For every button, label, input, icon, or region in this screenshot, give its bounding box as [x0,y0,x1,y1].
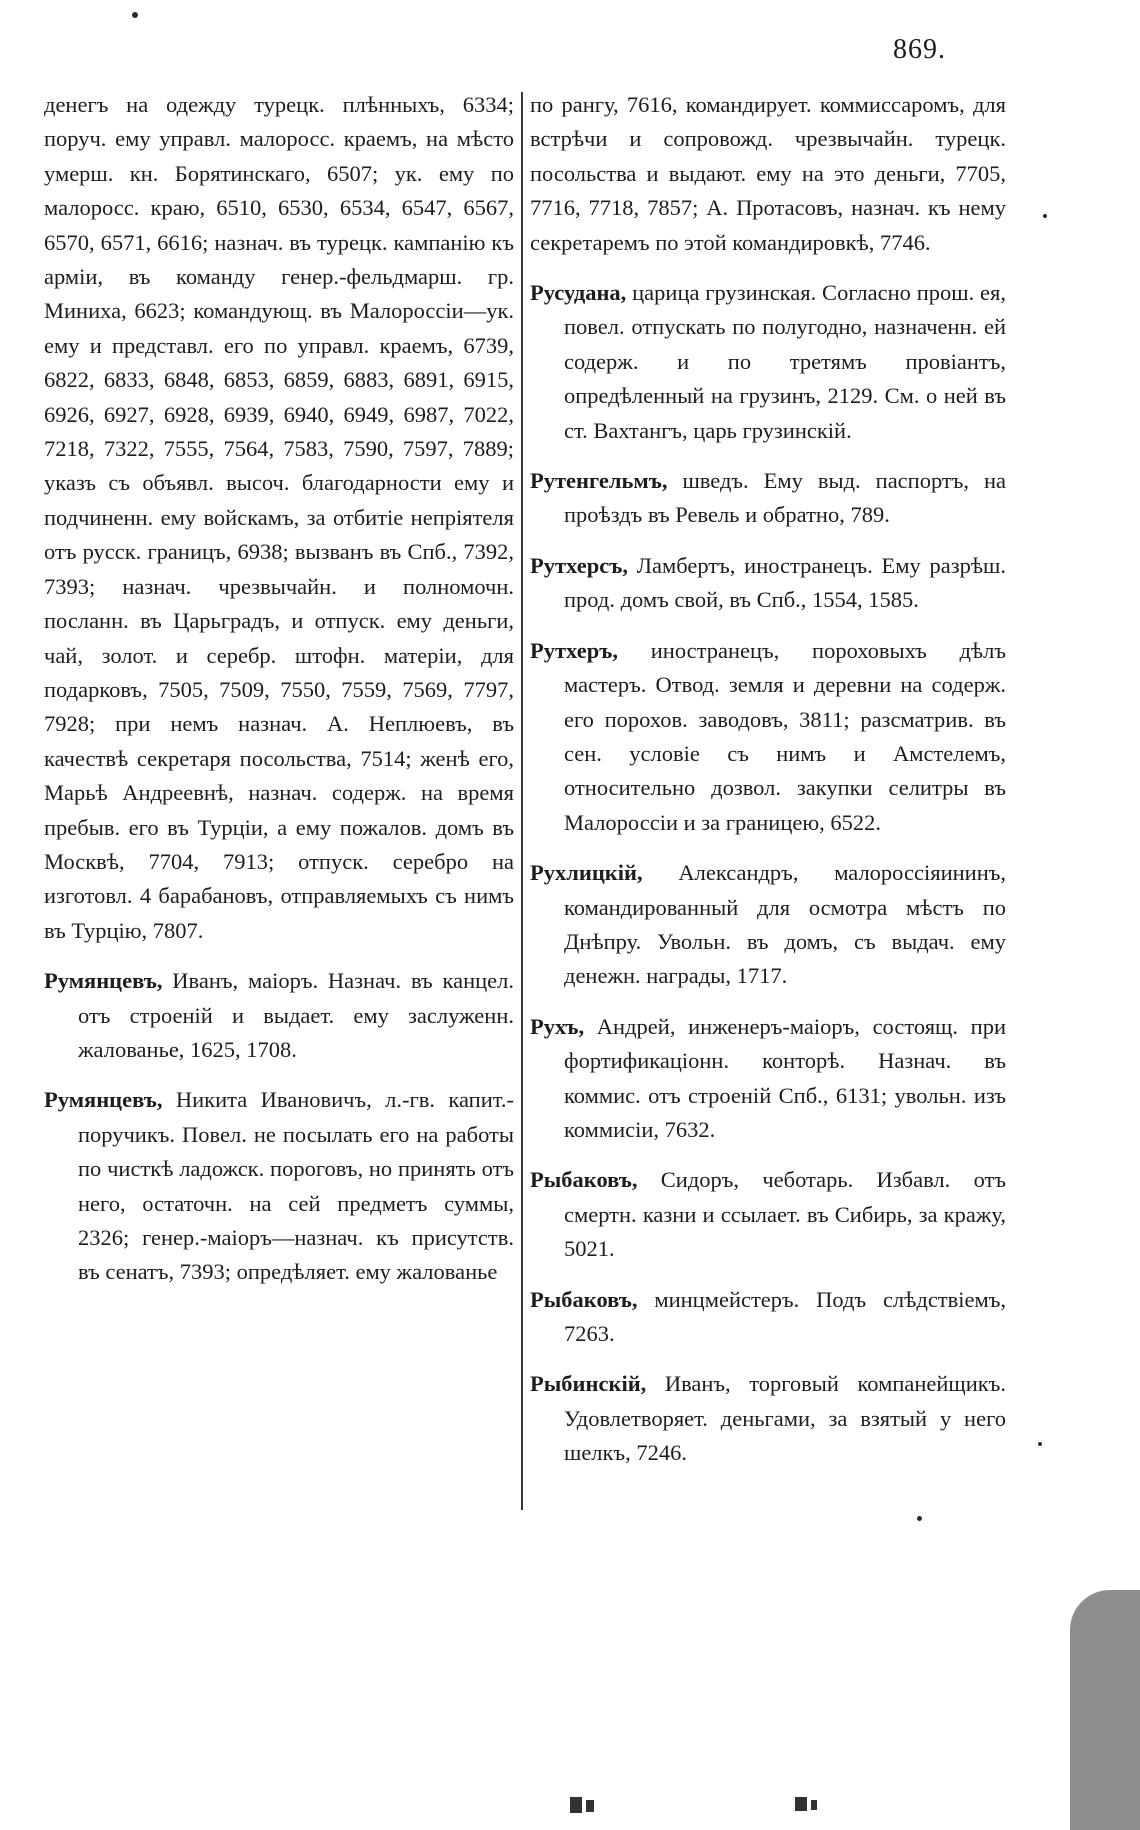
entry-text: Ламбертъ, иностранецъ. Ему разрѣш. прод. домъ свой, въ Спб., 1554, 1585. [564,552,1006,613]
entry-heading: Рутенгельмъ, [530,468,668,494]
index-entry [530,856,1006,994]
entry-heading: Румянцевъ, [44,968,163,994]
index-entry [530,549,1006,618]
left-column [44,88,514,1306]
entry-text: царица грузинская. Согласно прош. ея, повел. отпускать по полугодно, назначенн. ей содерж. и по третямъ провіантъ, опредѣленный на грузинъ, 2129. См. о ней въ ст. Вахтангъ, царь грузинскій. [564,280,1006,443]
entry-heading: Рыбинскій, [530,1371,647,1397]
entry-text: Сидоръ, чеботарь. Избавл. отъ смертн. казни и ссылает. въ Сибирь, за кражу, 5021. [564,1167,1006,1262]
entry-heading: Русудана, [530,280,627,306]
index-entry [530,1367,1006,1470]
right-column [530,88,1006,1487]
scan-binding-mark [795,1797,807,1811]
scan-binding-mark [570,1797,582,1813]
index-entry [530,276,1006,448]
page-number: 869. [893,34,946,65]
entry-text: Иванъ, торговый компанейщикъ. Удовлетворяет. деньгами, за взятый у него шелкъ, 7246. [564,1371,1006,1466]
index-entry [44,964,514,1067]
scan-corner-shadow [1070,1590,1140,1830]
entry-heading: Рутхеръ, [530,637,618,663]
entry-text: шведъ. Ему выд. паспортъ, на проѣздъ въ Ревель и обратно, 789. [564,468,1006,528]
column-divider [521,92,523,1510]
entry-heading: Рутхерсъ, [530,552,628,578]
scan-binding-mark [811,1800,817,1810]
scan-binding-mark [586,1800,594,1812]
index-entry [530,1283,1006,1352]
entry-text: Никита Ивановичъ, л.-гв. капит.-поручикъ. Повел. не посылать его на работы по чисткѣ ладожск. пороговъ, но принять отъ него, остаточн. на сей предметъ суммы, 2326; генер.-маіоръ—назнач. къ присутств. въ сенатъ, 7393; опредѣляет. ему жалованье [78,1087,514,1285]
index-entry [530,634,1006,840]
index-entry [530,464,1006,533]
entry-text: Иванъ, маіоръ. Назнач. въ канцел. отъ строеній и выдает. ему заслуженн. жалованье, 1625, 1708. [78,968,514,1062]
scan-speck [1038,1442,1042,1446]
scan-speck [1043,214,1047,218]
entry-text: Андрей, инженеръ-маіоръ, состоящ. при фортификаціонн. конторѣ. Назнач. въ коммис. отъ строеній Спб., 6131; увольн. изъ коммисіи, 7632. [564,1013,1006,1142]
entry-text: минцмейстеръ. Подъ слѣдствіемъ, 7263. [564,1286,1006,1346]
entry-text: Александръ, малороссіяининъ, командированный для осмотра мѣстъ по Днѣпру. Увольн. въ домъ, съ выдач. ему денежн. награды, 1717. [564,860,1006,989]
index-entry [530,1163,1006,1266]
index-entry [44,1083,514,1289]
index-entry [530,88,1006,260]
entry-heading: Рухлицкій, [530,860,643,886]
entry-heading: Рыбаковъ, [530,1167,638,1193]
entry-heading: Рухъ, [530,1013,585,1039]
entry-text: по рангу, 7616, командирует. коммиссаромъ, для встрѣчи и сопровожд. чрезвычайн. турецк. посольства и выдают. ему на это деньги, 7705, 7716, 7718, 7857; А. Протасовъ, назнач. къ нему секретаремъ по этой командировкѣ, 7746. [530,92,1006,255]
entry-text: иностранецъ, пороховыхъ дѣлъ мастеръ. Отвод. земля и деревни на содерж. его порохов. заводовъ, 3811; разсматрив. въ сен. условіе съ нимъ и Амстелемъ, относительно дозвол. закупки селитры въ Малороссіи и за границею, 6522. [564,637,1006,835]
entry-heading: Румянцевъ, [44,1087,163,1113]
index-entry [530,1010,1006,1148]
index-entry [44,88,514,948]
entry-heading: Рыбаковъ, [530,1286,638,1312]
scan-speck [917,1516,922,1521]
entry-text: денегъ на одежду турецк. плѣнныхъ, 6334; поруч. ему управл. малоросс. краемъ, на мѣсто умерш. кн. Борятинскаго, 6507; ук. ему по малоросс. краю, 6510, 6530, 6534, 6547, 6567, 6570, 6571, 6616; назнач. въ турецк. кампанію къ арміи, въ команду генер.-фельдмарш. гр. Миниха, 6623; командующ. въ Малороссіи—ук. ему и представл. его по управл. краемъ, 6739, 6822, 6833, 6848, 6853, 6859, 6883, 6891, 6915, 6926, 6927, 6928, 6939, 6940, 6949, 6987, 7022, 7218, 7322, 7555, 7564, 7583, 7590, 7597, 7889; указъ съ объявл. высоч. благодарности ему и подчиненн. ему войскамъ, за отбитіе непріятеля отъ русск. границъ, 6938; вызванъ въ Спб., 7392, 7393; назнач. чрезвычайн. и полномочн. посланн. въ Царьградъ, и отпуск. ему деньги, чай, золот. и серебр. штофн. матеріи, для подарковъ, 7505, 7509, 7550, 7559, 7569, 7797, 7928; при немъ назнач. А. Неплюевъ, въ качествѣ секретаря посольства, 7514; женѣ его, Марьѣ Андреевнѣ, назнач. содерж. на время пребыв. его въ Турціи, а ему пожалов. домъ въ Москвѣ, 7704, 7913; отпуск. серебро на изготовл. 4 барабановъ, отправляемыхъ съ нимъ въ Турцію, 7807. [44,92,514,943]
scan-speck [132,12,138,18]
